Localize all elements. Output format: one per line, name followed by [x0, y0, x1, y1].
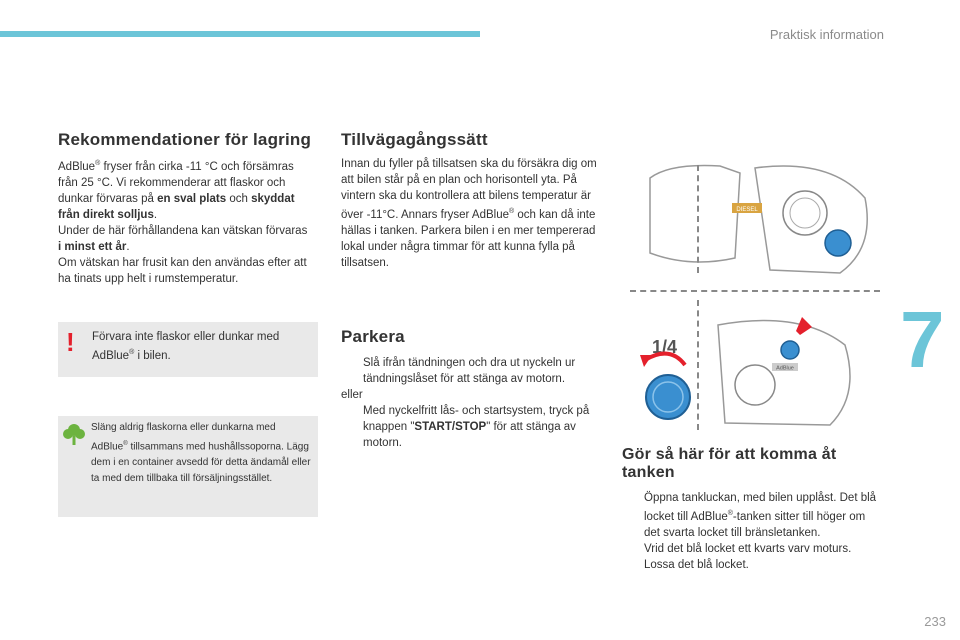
list-item: Med nyckelfritt lås- och startsystem, tryck på knappen "START/STOP" för att stänga av motorn. [363, 405, 590, 449]
top-accent-bar [0, 31, 480, 37]
storage-section [58, 130, 313, 287]
figure-divider-vertical [697, 165, 699, 273]
leaf-tree-icon [63, 422, 85, 446]
parking-list-2 [341, 403, 603, 451]
warning-text: Förvara inte flaskor eller dunkar med AdBlue® i bilen. [92, 331, 280, 362]
tank-section [622, 446, 884, 573]
section-header: Praktisk information [769, 27, 884, 42]
tank-list [622, 490, 884, 573]
list-item: Vrid det blå locket ett kvarts varv moturs. [644, 542, 852, 555]
parking-list [341, 355, 603, 387]
procedure-text: Innan du fyller på tillsatsen ska du försäkra dig om att bilen står på en plan och horisontell yta. På vintern ska du kontrollera att bilens temperatur är över -11°C. Annars fryser AdBlue® och kan då inte hällas i tanken. Parkera bilen i en mer tempererad lokal under några timmar för att kunna fylla på tillsatsen. [341, 158, 597, 269]
procedure-title: Tillvägagångssätt [341, 130, 488, 149]
procedure-section [341, 130, 603, 271]
eco-text: Släng aldrig flaskorna eller dunkarna med AdBlue® tillsammans med hushållssoporna. Lägg dem i en container avsedd för detta ändamål eller ta med dem tillbaka till försäljningsstället. [91, 422, 311, 485]
storage-paragraph-2: Under de här förhållandena kan vätskan förvaras i minst ett år. [58, 224, 308, 253]
parking-section [341, 327, 603, 451]
list-item: Slå ifrån tändningen och dra ut nyckeln ur tändningslåset för att stänga av motorn. [363, 357, 576, 385]
adblue-label: AdBlue [776, 365, 794, 372]
parking-or: eller [341, 389, 363, 401]
list-item: Lossa det blå locket. [644, 558, 749, 571]
warning-icon: ! [66, 327, 75, 357]
tank-title: Gör så här för att komma åt tanken [622, 446, 837, 481]
figure-divider [630, 290, 880, 292]
parking-title: Parkera [341, 327, 405, 346]
storage-paragraph-1: AdBlue® fryser från cirka -11 °C och försämras från 25 °C. Vi rekommenderar att flaskor och dunkar förvaras på en sval plats och skyddat från direkt solljus. [58, 160, 295, 221]
fuel-flap-illustration-bottom [630, 305, 880, 435]
page-number: 233 [924, 614, 946, 629]
storage-paragraph-3: Om vätskan har frusit kan den användas efter att ha tinats upp helt i rumstemperatur. [58, 256, 307, 285]
fuel-flap-illustration-top [630, 158, 880, 278]
chapter-number: 7 [900, 295, 945, 384]
quarter-turn-label: 1/4 [652, 337, 678, 357]
storage-title: Rekommendationer för lagring [58, 130, 312, 149]
diesel-label: DIESEL [736, 207, 758, 213]
list-item: Öppna tankluckan, med bilen upplåst. Det blå locket till AdBlue®-tanken sitter till höger om det svarta locket till bränsletanken. [644, 492, 877, 539]
